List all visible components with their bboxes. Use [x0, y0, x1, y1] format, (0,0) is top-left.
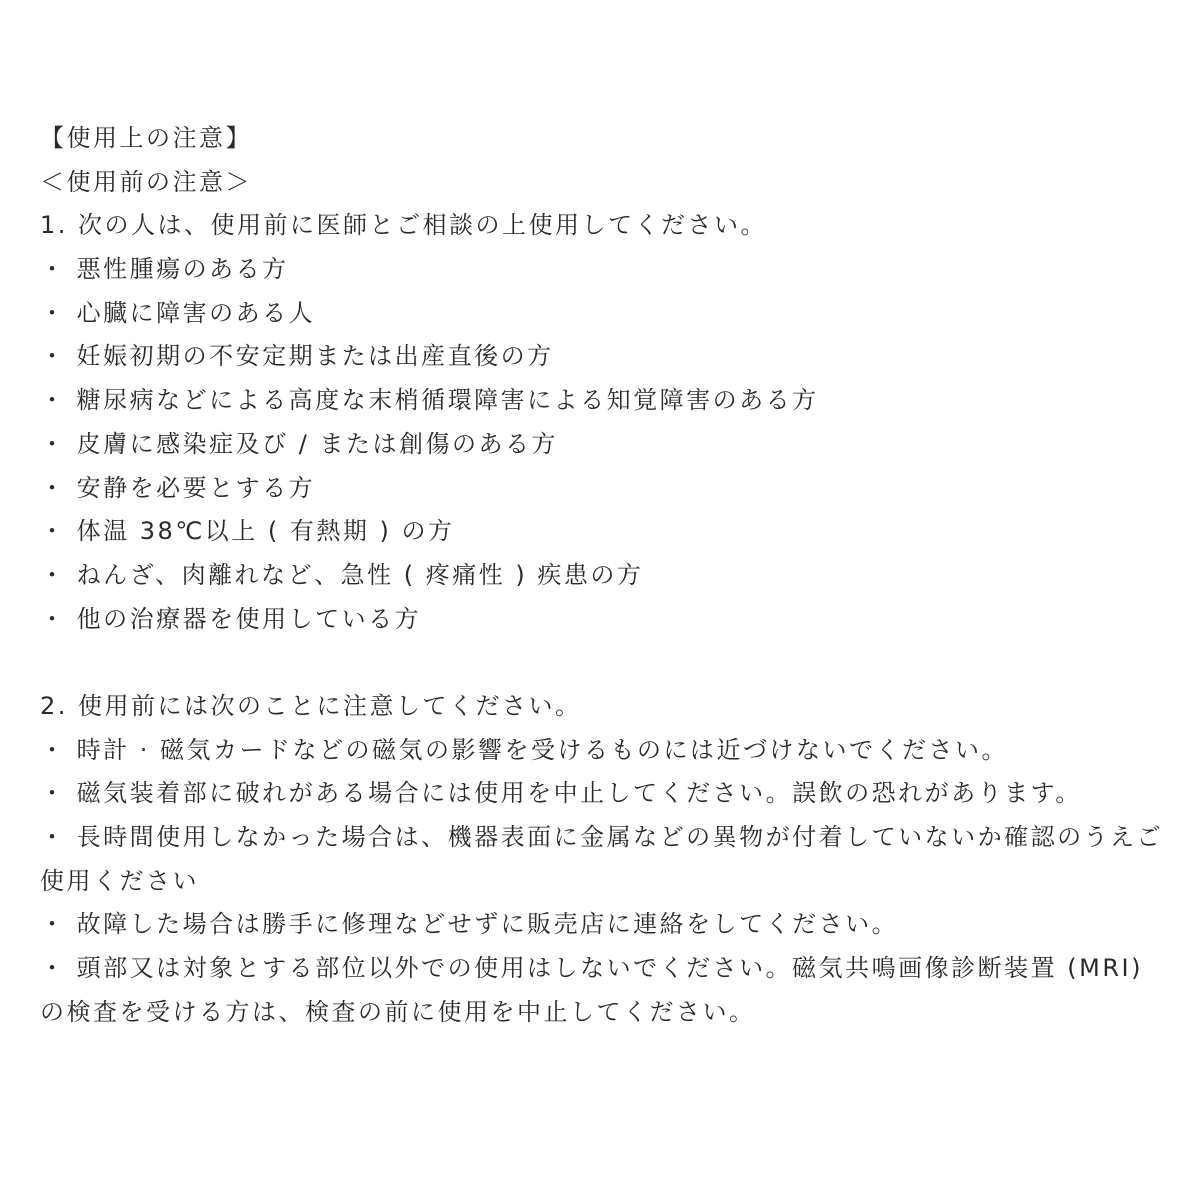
section-spacer [40, 641, 1170, 685]
list-item: ・ 皮膚に感染症及び / または創傷のある方 [40, 429, 558, 458]
section2-title: 2. 使用前には次のことに注意してください。 [40, 691, 582, 720]
list-item: ・ 故障した場合は勝手に修理などせずに販売店に連絡をしてください。 [40, 910, 899, 939]
list-item: ・ ねんざ、肉離れなど、急性 ( 疼痛性 ) 疾患の方 [40, 560, 644, 589]
list-item: ・ 悪性腫瘍のある方 [40, 255, 289, 284]
list-item: ・ 他の治療器を使用している方 [40, 604, 422, 633]
list-item: ・ 頭部又は対象とする部位以外での使用はしないでください。磁気共鳴画像診断装置 (MRI) の検査を受ける方は、検査の前に使用を中止してください。 [40, 954, 1143, 1026]
list-item: ・ 体温 38℃以上 ( 有熱期 ) の方 [40, 517, 455, 546]
list-item: ・ 心臓に障害のある人 [40, 298, 316, 327]
list-item: ・ 妊娠初期の不安定期または出産直後の方 [40, 342, 554, 371]
list-item: ・ 安静を必要とする方 [40, 473, 316, 502]
list-item: ・ 磁気装着部に破れがある場合には使用を中止してください。誤飲の恐れがあります。 [40, 779, 1082, 808]
document-subheading: ＜使用前の注意＞ [40, 167, 252, 196]
section1-title: 1. 次の人は、使用前に医師とご相談の上使用してください。 [40, 211, 768, 240]
list-item: ・ 長時間使用しなかった場合は、機器表面に金属などの異物が付着していないか確認のうえご使用ください [40, 823, 1164, 895]
document-heading: 【使用上の注意】 [40, 124, 252, 152]
list-item: ・ 時計 · 磁気カードなどの磁気の影響を受けるものには近づけないでください。 [40, 735, 1009, 764]
precautions-document [40, 117, 1170, 1035]
list-item: ・ 糖尿病などによる高度な末梢循環障害による知覚障害のある方 [40, 386, 819, 415]
